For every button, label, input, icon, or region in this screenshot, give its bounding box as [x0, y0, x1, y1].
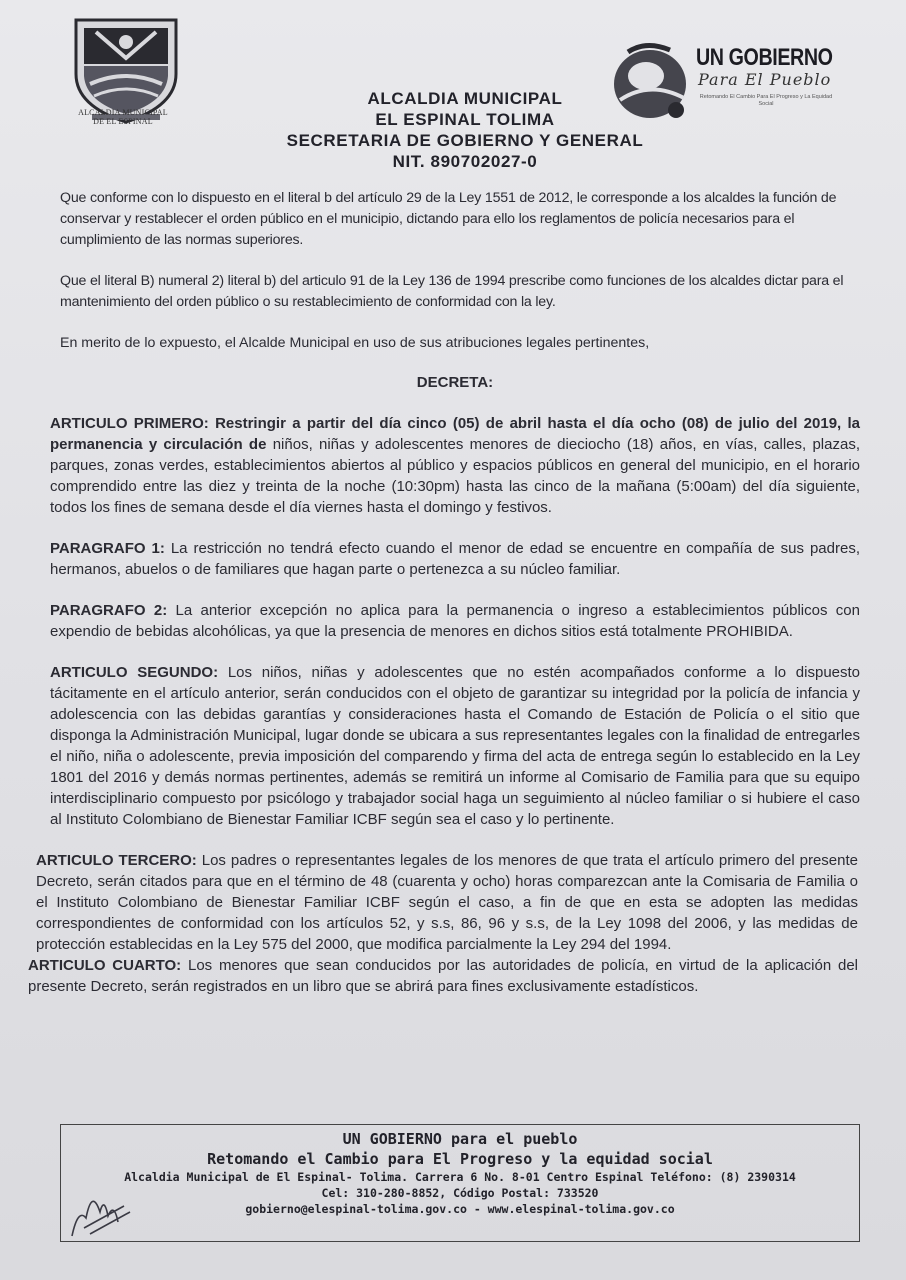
- paragraph-merito: En merito de lo expuesto, el Alcalde Municipal en uso de sus atribuciones legales pertinentes,: [60, 335, 650, 351]
- paragrafo-1: [50, 538, 860, 580]
- shield-label-line1: ALCALDIA MUNICIPAL: [78, 108, 168, 117]
- footer-line1: UN GOBIERNO para el pueblo: [342, 1130, 578, 1148]
- articulo-segundo-text: Los niños, niñas y adolescentes que no estén acompañados conforme a lo dispuesto tácitamente en el artículo anterior, serán conducidos con el objeto de garantizar su integridad por la policía de infancia y adolescencia con las debidas garantías y consideraciones hasta el Comando de Estación de Policía o el sitio que disponga la Administración Municipal, lugar donde se ubicara a sus representantes legales con la finalidad de entregarles el niño, niña o adolescente, previa imposición del comparendo y firma del acta de entrega según lo establecido en la Ley 1801 del 2016 y demás normas pertinentes, además se remitirá un informe al Comisario de Familia para que su equipo interdisciplinario compuesto por psicólogo y trabajador social haga un seguimiento al núcleo familiar o si hubiere el caso al Instituto Colombiano de Bienestar Familiar ICBF según sea el caso y lo pertinente.: [50, 664, 861, 828]
- logo-script: Para El Pueblo: [698, 70, 832, 89]
- document-body: [28, 188, 861, 997]
- articulo-primero-bold: Restringir a partir del día cinco (05) de abril hasta el día ocho (08) de julio del 2019, la permanencia y circulación de: [50, 415, 860, 453]
- articulo-primero: [50, 413, 860, 518]
- articulo-segundo: [50, 662, 860, 830]
- paragraph-considerando-2: Que el literal B) numeral 2) literal b) del articulo 91 de la Ley 136 de 1994 prescribe como funciones de los alcaldes dictar para el mantenimiento del orden público o su restablecimiento de conformidad con la ley.: [60, 273, 844, 310]
- articulo-tercero: [36, 850, 858, 955]
- header-line4: NIT. 890702027-0: [392, 152, 538, 171]
- paragrafo-1-label: PARAGRAFO 1:: [50, 540, 165, 557]
- paragrafo-2-label: PARAGRAFO 2:: [50, 602, 168, 619]
- decreta-heading: DECRETA:: [416, 374, 494, 391]
- handwritten-signature: [64, 1178, 144, 1242]
- footer-box: [60, 1124, 860, 1242]
- articulo-tercero-label: ARTICULO TERCERO:: [36, 852, 197, 869]
- shield-label: [58, 108, 188, 126]
- logo-title: UN GOBIERNO: [696, 44, 833, 71]
- articulo-cuarto: [28, 955, 858, 997]
- header-line1: ALCALDIA MUNICIPAL: [367, 89, 563, 108]
- document-header: [200, 88, 730, 172]
- articulo-cuarto-label: ARTICULO CUARTO:: [28, 957, 182, 974]
- logo-subtitle: Retomando El Cambio Para El Progreso y La Equidad Social: [699, 94, 833, 107]
- articulo-primero-label: ARTICULO PRIMERO:: [50, 415, 209, 432]
- paragrafo-2-text: La anterior excepción no aplica para la permanencia o ingreso a establecimientos públicos con expendio de bebidas alcohólicas, ya que la presencia de menores en dichos sitios está totalmente PROHIBIDA.: [50, 602, 860, 640]
- header-line2: EL ESPINAL TOLIMA: [375, 110, 555, 129]
- articulo-segundo-label: ARTICULO SEGUNDO:: [50, 664, 219, 681]
- articulo-tercero-text: Los padres o representantes legales de los menores de que trata el artículo primero del presente Decreto, serán citados para que en el término de 48 (cuarenta y ocho) horas comparezcan ante la Comisaria de Familia o el Instituto Colombiano de Bienestar Familiar ICBF según el caso, a fin de que en esta se adopten las medidas correspondientes de conformidad con los artículos 52, y s.s, 86, 96 y s.s, de la Ley 1098 del 2006, y las medidas de protección establecidas en la Ley 575 del 2000, que modifica parcialmente la Ley 294 del 1994.: [36, 852, 858, 953]
- shield-label-line2: DE EL ESPINAL: [93, 117, 153, 126]
- articulo-primero-text: niños, niñas y adolescentes menores de dieciocho (18) años, en vías, calles, plazas, parques, zonas verdes, establecimientos abiertos al público y espacios públicos en general del municipio, en el horario comprendido entre las diez y treinta de la noche (10:30pm) hasta las cinco de la mañana (5:00am) del día siguiente, todos los fines de semana desde el día viernes hasta el domingo y festivos.: [50, 436, 860, 516]
- footer-phone: Cel: 310-280-8852, Código Postal: 733520: [321, 1186, 599, 1200]
- articulo-cuarto-text: Los menores que sean conducidos por las autoridades de policía, en virtud de la aplicación del presente Decreto, serán registrados en un libro que se abrirá para fines exclusivamente estadísticos.: [28, 957, 858, 995]
- footer-address: Alcaldia Municipal de El Espinal- Tolima. Carrera 6 No. 8-01 Centro Espinal Teléfono: (8) 2390314: [124, 1170, 796, 1184]
- paragrafo-1-text: La restricción no tendrá efecto cuando el menor de edad se encuentre en compañía de sus padres, hermanos, abuelos o de familiares que hagan parte o pertenezca a su núcleo familiar.: [50, 540, 860, 578]
- paragrafo-2: [50, 600, 860, 642]
- paragraph-considerando-1: Que conforme con lo dispuesto en el literal b del artículo 29 de la Ley 1551 de 2012, le corresponde a los alcaldes la función de conservar y restablecer el orden público en el municipio, dictando para ello los reglamentos de policía necesarios para el cumplimiento de las normas superiores.: [60, 190, 837, 248]
- footer-contact: gobierno@elespinal-tolima.gov.co - www.elespinal-tolima.gov.co: [245, 1202, 675, 1216]
- footer-line2: Retomando el Cambio para El Progreso y la equidad social: [207, 1150, 713, 1168]
- header-line3: SECRETARIA DE GOBIERNO Y GENERAL: [286, 131, 644, 150]
